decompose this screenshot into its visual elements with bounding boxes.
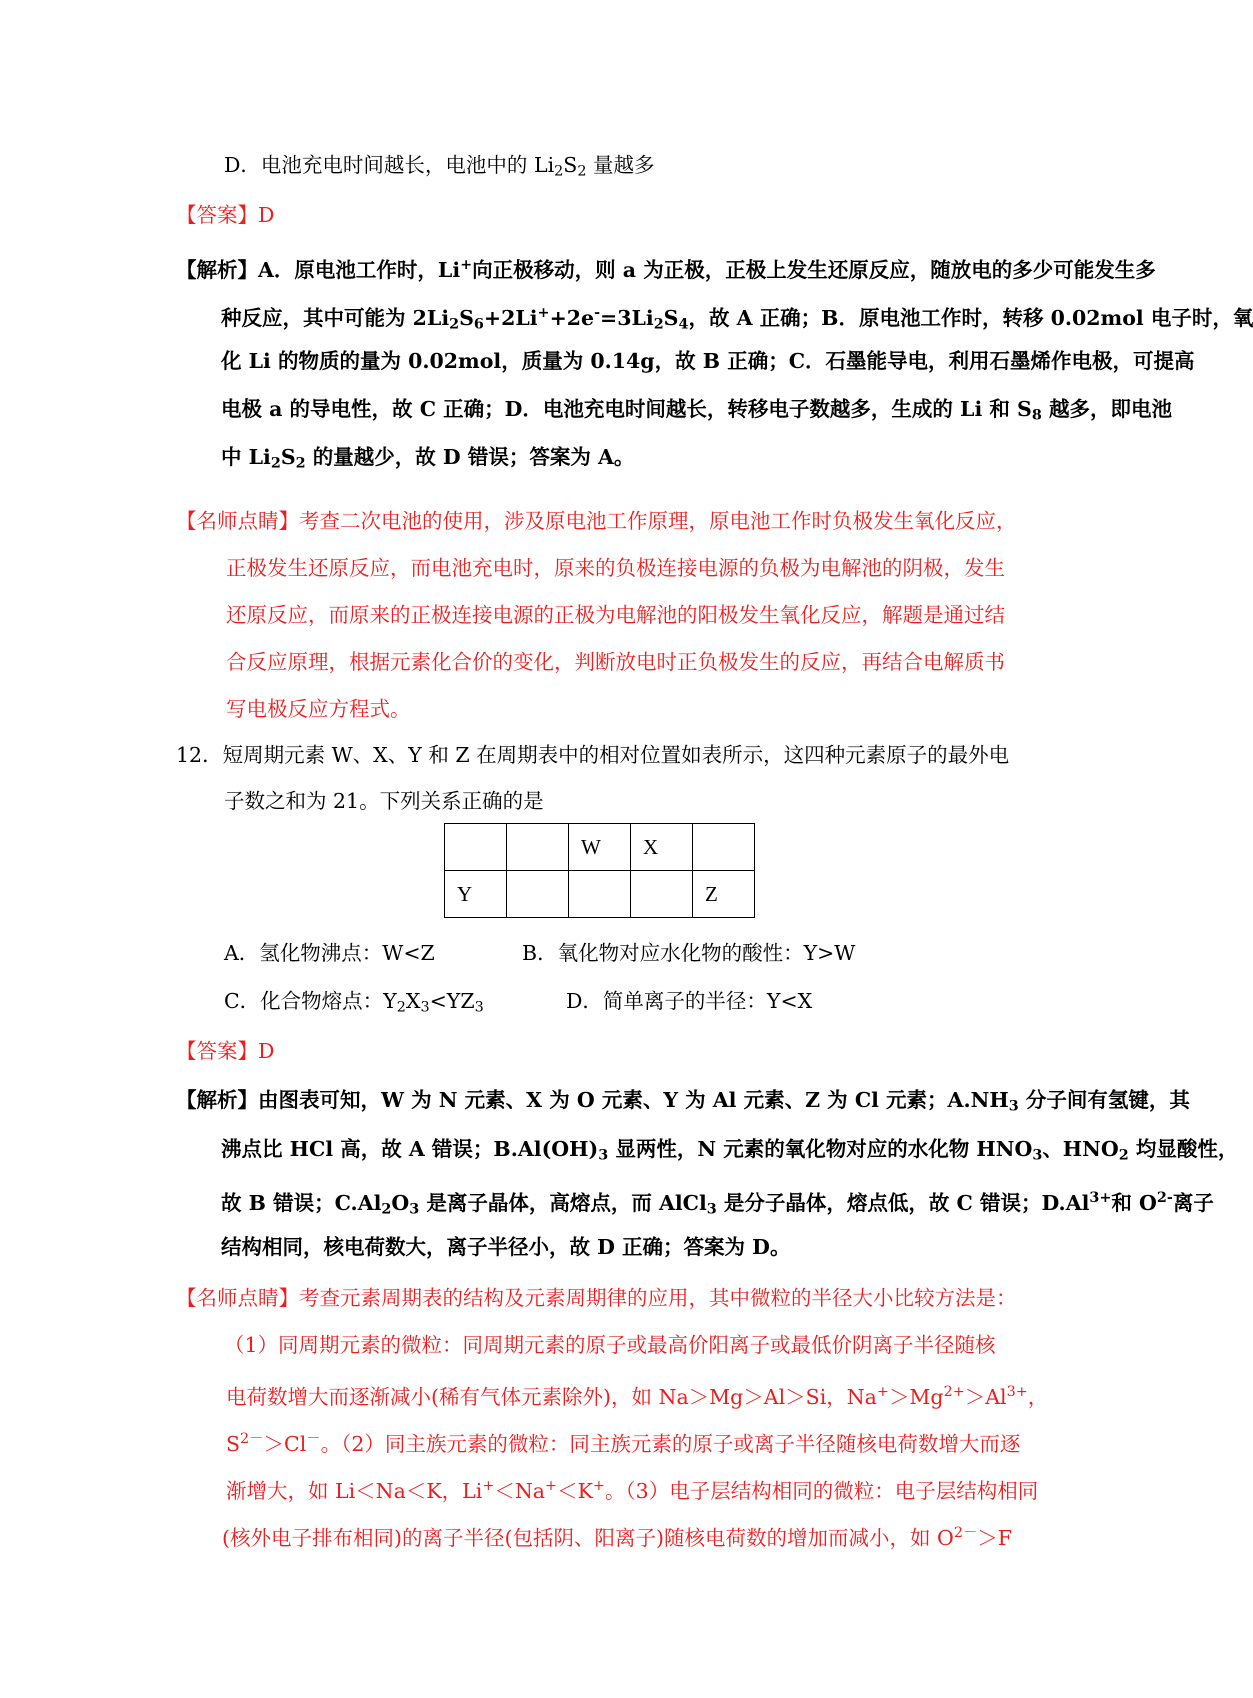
q12-option-d: D．简单离子的半径：Y<X [566, 989, 813, 1013]
q11-analysis-line-3: 化 Li 的物质的量为 0.02mol，质量为 0.14g，故 B 正确；C．石墨能导电，利用石墨烯作电极，可提高 [221, 349, 1195, 373]
table-row [445, 871, 755, 918]
table-cell: X [631, 824, 693, 871]
q12-stem-line-1: 12．短周期元素 W、X、Y 和 Z 在周期表中的相对位置如表所示，这四种元素原子的最外电 [176, 743, 1010, 767]
answer-value: D [258, 203, 275, 227]
table-cell [569, 871, 631, 918]
q12-tip-line-5: 渐增大，如 Li＜Na＜K，Li+＜Na+＜K+。（3）电子层结构相同的微粒：电子层结构相同 [226, 1478, 1039, 1503]
q11-tip-line-1: 【名师点睛】考查二次电池的使用，涉及原电池工作原理，原电池工作时负极发生氧化反应， [176, 509, 1017, 533]
periodic-table-fragment [444, 823, 755, 918]
table-cell [693, 824, 755, 871]
q11-tip-line-5: 写电极反应方程式。 [226, 697, 411, 721]
table-cell: Y [445, 871, 507, 918]
q11-option-d: D．电池充电时间越长，电池中的 $Li_2S_2$ 量越多 [224, 153, 655, 180]
q12-analysis-line-1: 【解析】由图表可知，W 为 N 元素、X 为 O 元素、Y 为 Al 元素、Z 为 Cl 元素；$A.NH_3$ 分子间有氢键，其 [176, 1088, 1190, 1115]
q11-tip-line-2: 正极发生还原反应，而电池充电时，原来的负极连接电源的负极为电解池的阴极，发生 [226, 556, 1005, 580]
q11-answer [176, 200, 274, 230]
q11-analysis-line-5: 中 $Li_2S_2$ 的量越少，故 D 错误；答案为 A。 [221, 445, 635, 472]
q12-tip-line-6: (核外电子排布相同)的离子半径(包括阴、阳离子)随核电荷数的增加而减小，如 $O^{2-}>F$ [222, 1525, 1013, 1550]
table-cell [631, 871, 693, 918]
table-cell [445, 824, 507, 871]
q12-option-c: C．化合物熔点：$Y_2X_3<YZ_3$ [224, 989, 484, 1016]
q12-stem-line-2: 子数之和为 21。下列关系正确的是 [224, 789, 544, 813]
table-cell: Z [693, 871, 755, 918]
q12-tip-line-3: 电荷数增大而逐渐减小(稀有气体元素除外)，如 Na＞Mg＞Al＞Si，$Na^+>Mg^{2+}>Al^{3+}$， [226, 1384, 1049, 1409]
q11-analysis-line-2: 种反应，其中可能为 $2Li_2S_6+2Li^++2e^-=3Li_2S_4$，故 A 正确；B．原电池工作时，转移 0.02mol 电子时，氧 [221, 305, 1253, 333]
answer-label: 【答案】 [176, 1039, 258, 1063]
q12-answer [176, 1036, 274, 1066]
table-cell [507, 824, 569, 871]
q12-analysis-line-2: 沸点比 HCl 高，故 A 错误；$B.Al(OH)_3$ 显两性，N 元素的氧化物对应的水化物 $HNO_3$、$HNO_2$ 均显酸性， [221, 1137, 1239, 1164]
q12-option-a: A．氢化物沸点：W<Z [224, 941, 435, 965]
q11-tip-line-4: 合反应原理，根据元素化合价的变化，判断放电时正负极发生的反应，再结合电解质书 [226, 650, 1005, 674]
q12-tip-line-2: （1）同周期元素的微粒：同周期元素的原子或最高价阳离子或最低价阴离子半径随核 [224, 1333, 996, 1357]
q11-analysis-line-1: 【解析】A．原电池工作时，Li+向正极移动，则 a 为正极，正极上发生还原反应，随放电的多少可能发生多 [176, 257, 1156, 282]
q12-tip-line-1: 【名师点睛】考查元素周期表的结构及元素周期律的应用，其中微粒的半径大小比较方法是： [176, 1286, 1017, 1310]
q12-option-b: B．氧化物对应水化物的酸性：Y>W [522, 941, 856, 965]
q11-analysis-line-4: 电极 a 的导电性，故 C 正确；D．电池充电时间越长，转移电子数越多，生成的 Li 和 $S_8$ 越多，即电池 [221, 397, 1172, 424]
answer-label: 【答案】 [176, 203, 258, 227]
q12-tip-line-4: $S^{2-}>Cl^-$。（2）同主族元素的微粒：同主族元素的原子或离子半径随核电荷数增大而逐 [226, 1431, 1021, 1456]
table-cell [507, 871, 569, 918]
q12-analysis-line-4: 结构相同，核电荷数大，离子半径小，故 D 正确；答案为 D。 [221, 1235, 791, 1259]
q11-tip-line-3: 还原反应，而原来的正极连接电源的正极为电解池的阳极发生氧化反应，解题是通过结 [226, 603, 1005, 627]
q12-analysis-line-3: 故 B 错误；$C.Al_2O_3$ 是离子晶体，高熔点，而 AlCl$_3$ 是分子晶体，熔点低，故 C 错误；$D.Al^{3+}$和 $O^{2-}$离子 [221, 1190, 1214, 1218]
table-cell: W [569, 824, 631, 871]
answer-value: D [258, 1039, 275, 1063]
table-row [445, 824, 755, 871]
